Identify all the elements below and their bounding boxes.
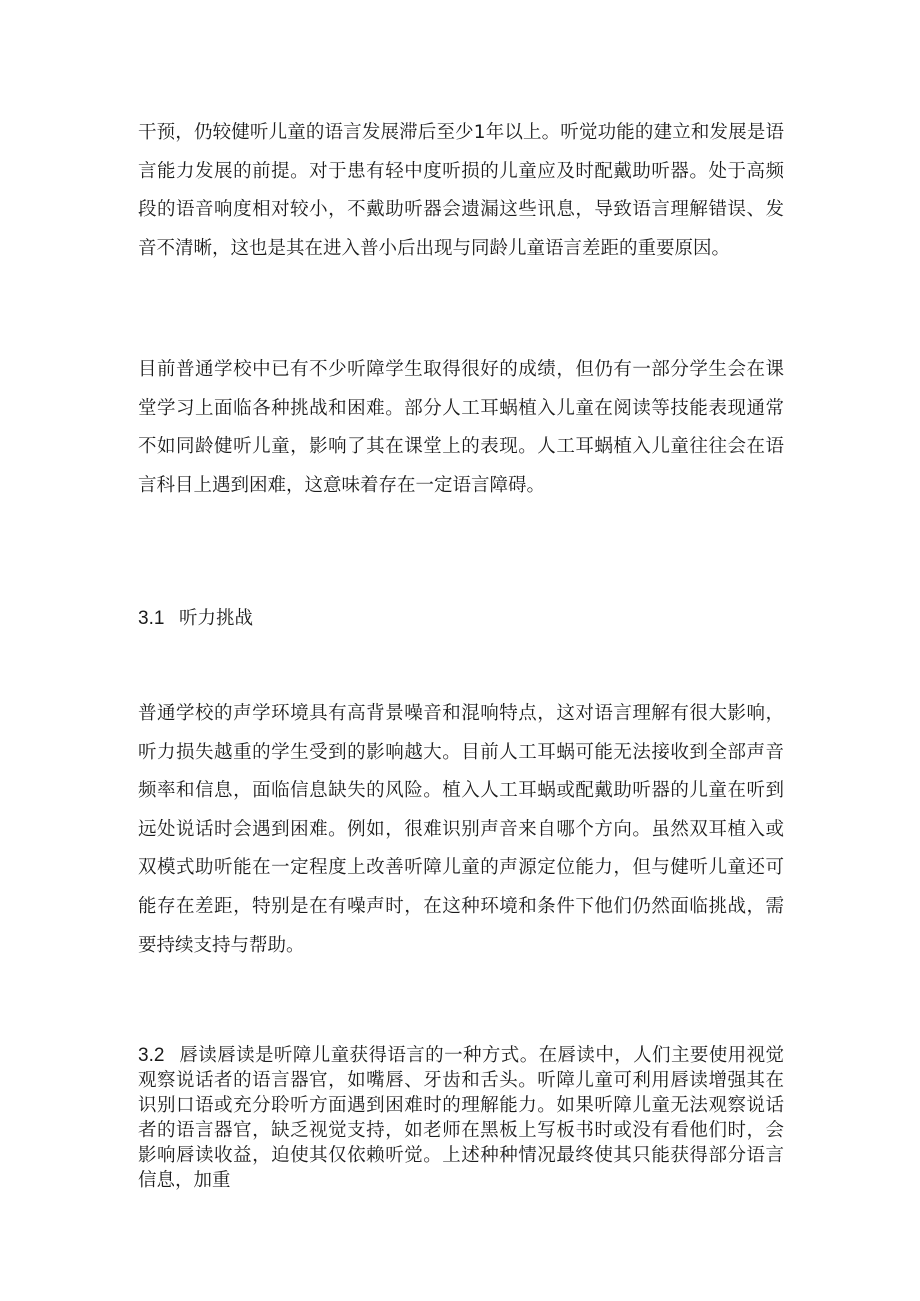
paragraph-language-development: 干预，仍较健听儿童的语言发展滞后至少1年以上。听觉功能的建立和发展是语言能力发展的前提。对于患有轻中度听损的儿童应及时配戴助听器。处于高频段的语音响度相对较小，不戴助听器会遗漏这些讯息，导致语言理解错误、发音不清晰，这也是其在进入普小后出现与同龄儿童语言差距的重要原因。 xyxy=(138,122,784,259)
paragraph-listening-challenge: 普通学校的声学环境具有高背景噪音和混响特点，这对语言理解有很大影响，听力损失越重的学生受到的影响越大。目前人工耳蜗可能无法接收到全部声音频率和信息，面临信息缺失的风险。植入人工耳蜗或配戴助听器的儿童在听到远处说话时会遇到困难。例如，很难识别声音来自哪个方向。虽然双耳植入或双模式助听能在一定程度上改善听障儿童的声源定位能力，但与健听儿童还可能存在差距，特别是在有噪声时，在这种环境和条件下他们仍然面临挑战，需要持续支持与帮助。 xyxy=(138,703,784,956)
section-number: 3.1 xyxy=(138,608,165,629)
section-title: 听力挑战 xyxy=(179,608,254,629)
paragraph-lip-reading xyxy=(138,1043,784,1193)
section-number-3-2: 3.2 xyxy=(138,1045,165,1066)
section-heading-3-1 xyxy=(138,604,253,634)
lip-reading-text: 唇读唇读是听障儿童获得语言的一种方式。在唇读中，人们主要使用视觉观察说话者的语言器官，如嘴唇、牙齿和舌头。听障儿童可利用唇读增强其在识别口语或充分聆听方面遇到困难时的理解能力。如果听障儿童无法观察说话者的语言器官，缺乏视觉支持，如老师在黑板上写板书时或没有看他们时，会影响唇读收益，迫使其仅依赖听觉。上述种种情况最终使其只能获得部分语言信息，加重 xyxy=(138,1045,784,1191)
paragraph-school-performance: 目前普通学校中已有不少听障学生取得很好的成绩，但仍有一部分学生会在课堂学习上面临各种挑战和困难。部分人工耳蜗植入儿童在阅读等技能表现通常不如同龄健听儿童，影响了其在课堂上的表现。人工耳蜗植入儿童往往会在语言科目上遇到困难，这意味着存在一定语言障碍。 xyxy=(138,359,784,496)
